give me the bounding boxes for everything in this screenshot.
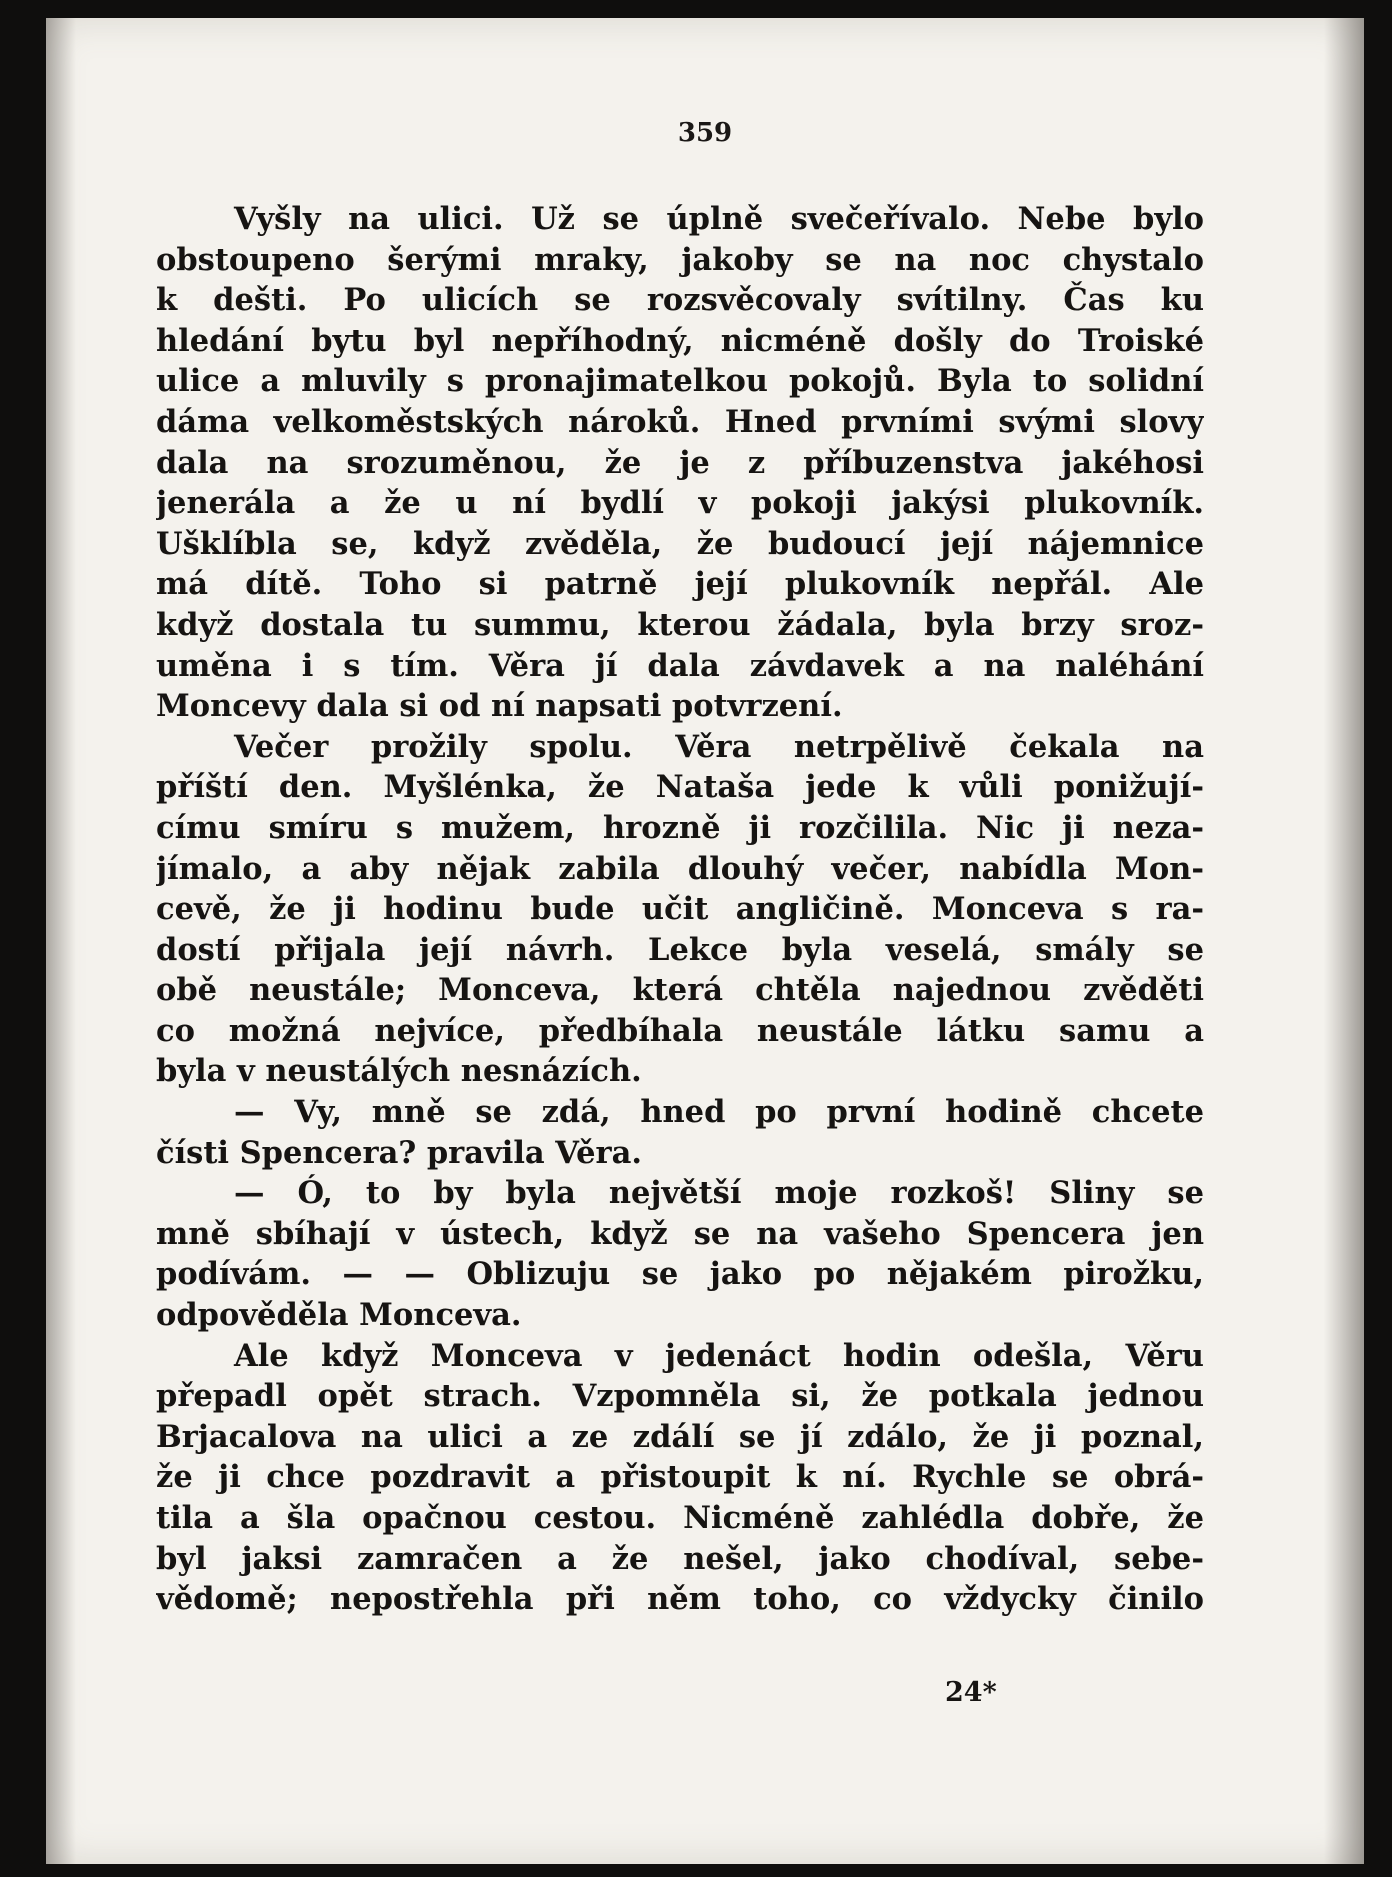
text-line: uměna i s tím. Věra jí dala závdavek a na naléhání bbox=[156, 647, 1204, 684]
text-line: cevě, že ji hodinu bude učit angličině. Monceva s ra- bbox=[156, 891, 1204, 928]
spine-shadow bbox=[46, 18, 76, 1864]
text-line: Ušklíbla se, když zvěděla, že budoucí její nájemnice bbox=[156, 525, 1204, 562]
text-line: dostí přijala její návrh. Lekce byla veselá, smály se bbox=[156, 931, 1204, 968]
book-page bbox=[46, 18, 1364, 1864]
text-line: vědomě; nepostřehla při něm toho, co vždycky činilo bbox=[156, 1581, 1204, 1618]
text-line: k dešti. Po ulicích se rozsvěcovaly svítilny. Čas ku bbox=[156, 282, 1204, 319]
text-line: podívám. — — Oblizuju se jako po nějakém pirožku, bbox=[156, 1256, 1204, 1293]
body-text bbox=[156, 199, 1204, 1620]
text-line: — Vy, mně se zdá, hned po první hodině chcete bbox=[234, 1094, 1204, 1131]
text-line: obstoupeno šerými mraky, jakoby se na noc chystalo bbox=[156, 241, 1204, 278]
printer-signature-mark: 24* bbox=[945, 1677, 997, 1708]
text-line: Brjacalova na ulici a ze zdálí se jí zdálo, že ji poznal, bbox=[156, 1418, 1204, 1455]
text-line: Moncevy dala si od ní napsati potvrzení. bbox=[156, 688, 843, 725]
text-line: příští den. Myšlénka, že Nataša jede k vůli ponižují- bbox=[156, 769, 1204, 806]
text-line: Ale když Monceva v jedenáct hodin odešla, Věru bbox=[234, 1337, 1204, 1374]
text-line: Vyšly na ulici. Už se úplně svečeřívalo. Nebe bylo bbox=[234, 201, 1204, 237]
text-line: tila a šla opačnou cestou. Nicméně zahlédla dobře, že bbox=[156, 1500, 1204, 1536]
text-line: když dostala tu summu, kterou žádala, byla brzy sroz- bbox=[156, 606, 1204, 643]
text-line: dáma velkoměstských nároků. Hned prvními svými slovy bbox=[156, 403, 1204, 440]
text-line: mně sbíhají v ústech, když se na vašeho Spencera jen bbox=[156, 1215, 1204, 1252]
page-edge-shadow bbox=[1324, 18, 1364, 1864]
text-line: byl jaksi zamračen a že nešel, jako chodíval, sebe- bbox=[156, 1540, 1204, 1577]
text-line: jenerála a že u ní bydlí v pokoji jakýsi plukovník. bbox=[156, 485, 1204, 522]
text-line: címu smíru s mužem, hrozně ji rozčilila. Nic ji neza- bbox=[156, 809, 1204, 846]
text-line: dala na srozuměnou, že je z příbuzenstva jakéhosi bbox=[156, 444, 1204, 481]
text-line: odpověděla Monceva. bbox=[156, 1297, 522, 1334]
text-line: má dítě. Toho si patrně její plukovník nepřál. Ale bbox=[156, 566, 1204, 603]
text-line: byla v neustálých nesnázích. bbox=[156, 1053, 642, 1090]
text-line: že ji chce pozdravit a přistoupit k ní. Rychle se obrá- bbox=[156, 1459, 1204, 1496]
text-line: — Ó, to by byla největší moje rozkoš! Sliny se bbox=[234, 1175, 1204, 1212]
text-line: hledání bytu byl nepříhodný, nicméně došly do Troiské bbox=[156, 322, 1204, 359]
text-line: obě neustále; Monceva, která chtěla najednou zvěděti bbox=[156, 972, 1204, 1009]
text-line: jímalo, a aby nějak zabila dlouhý večer, nabídla Mon- bbox=[156, 850, 1204, 887]
text-line: co možná nejvíce, předbíhala neustále látku samu a bbox=[156, 1012, 1204, 1049]
text-line: čísti Spencera? pravila Věra. bbox=[156, 1134, 643, 1171]
page-number: 359 bbox=[677, 118, 733, 148]
text-line: Večer prožily spolu. Věra netrpělivě čekala na bbox=[234, 728, 1204, 765]
text-line: ulice a mluvily s pronajimatelkou pokojů. Byla to solidní bbox=[156, 363, 1204, 400]
text-line: přepadl opět strach. Vzpomněla si, že potkala jednou bbox=[156, 1378, 1204, 1415]
